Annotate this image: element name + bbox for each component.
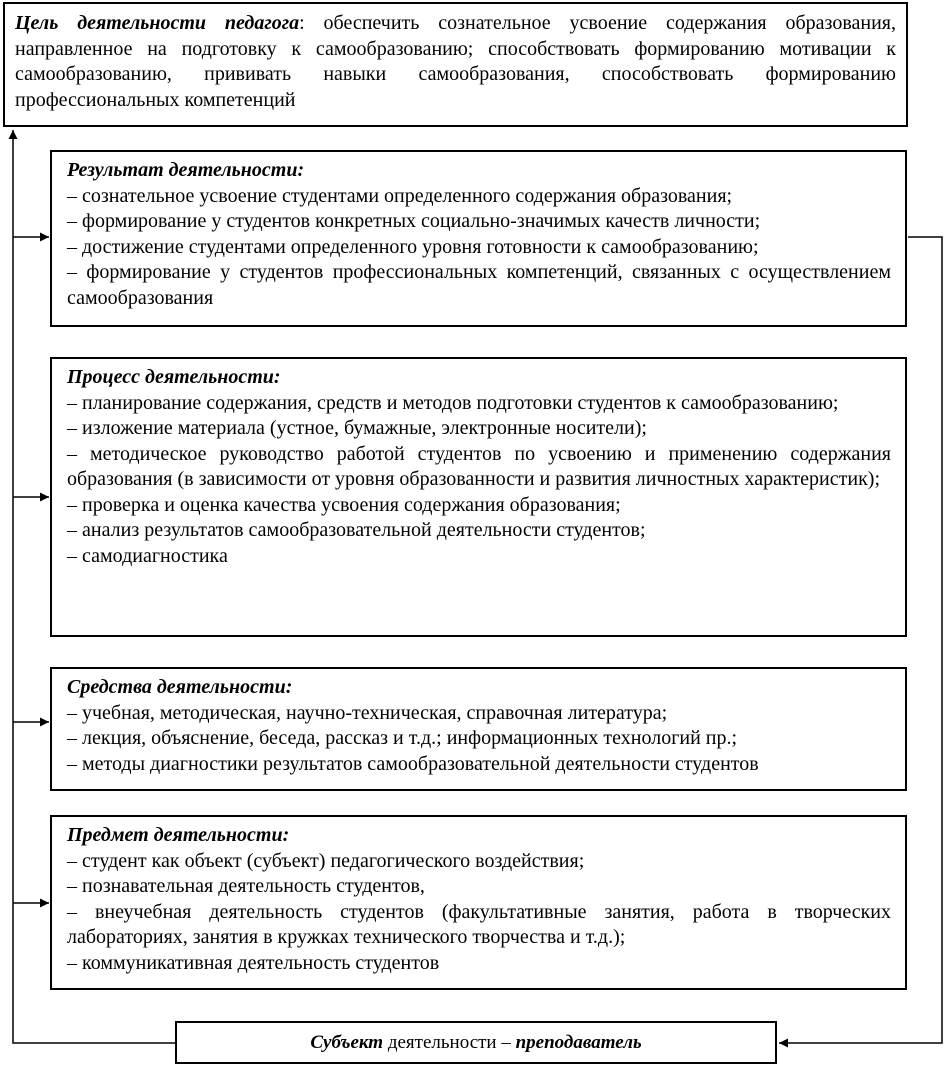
- list-item: – формирование у студентов профессиональных компетенций, связанных с осуществлением самообразования: [67, 261, 891, 309]
- list-item: – познавательная деятельность студентов,: [67, 875, 425, 897]
- list-item: – методы диагностики результатов самообразовательной деятельности студентов: [67, 752, 759, 775]
- list-item: – самодиагностика: [67, 544, 228, 567]
- goal-box: [3, 2, 908, 127]
- list-item: – проверка и оценка качества усвоения содержания образования;: [67, 493, 621, 516]
- list-item: – студент как объект (субъект) педагогического воздействия;: [67, 849, 585, 872]
- list-item: – анализ результатов самообразовательной деятельности студентов;: [67, 519, 646, 541]
- list-item: – планирование содержания, средств и методов подготовки студентов к самообразованию;: [67, 391, 839, 414]
- subject-matter-title: Предмет деятельности:: [67, 824, 290, 846]
- actor-middle: деятельности –: [383, 1032, 516, 1053]
- subject-matter-box: [50, 815, 907, 990]
- goal-label: Цель деятельности педагога: [15, 12, 300, 34]
- list-item: – внеучебная деятельность студентов (факультативные занятия, работа в творческих лабораториях, занятия в кружках технического творчества и т.д.);: [67, 900, 891, 948]
- result-title: Результат деятельности:: [67, 159, 305, 181]
- process-box: [50, 357, 907, 637]
- process-title: Процесс деятельности:: [67, 366, 281, 388]
- list-item: – формирование у студентов конкретных социально-значимых качеств личности;: [67, 210, 761, 232]
- goal-text: : обеспечить сознательное усвоение содержания образования, направленное на подготовку к самообразованию; способствовать формированию мотивации к самообразованию, прививать навыки самообразования, способствовать формированию профессиональных компетенций: [15, 12, 896, 111]
- actor-label: Субъект: [310, 1032, 384, 1053]
- result-box: [50, 150, 907, 327]
- means-box: [50, 667, 907, 791]
- actor-role: преподаватель: [515, 1032, 642, 1053]
- actor-box: [175, 1021, 777, 1064]
- list-item: – достижение студентами определенного уровня готовности к самообразованию;: [67, 235, 759, 258]
- list-item: – изложение материала (устное, бумажные, электронные носители);: [67, 417, 647, 439]
- list-item: – учебная, методическая, научно-техническая, справочная литература;: [67, 701, 668, 724]
- means-title: Средства деятельности:: [67, 676, 293, 698]
- list-item: – коммуникативная деятельность студентов: [67, 951, 440, 974]
- list-item: – сознательное усвоение студентами определенного содержания образования;: [67, 184, 733, 207]
- list-item: – методическое руководство работой студентов по усвоению и применению содержания образования (в зависимости от уровня образованности и развития личностных характеристик);: [67, 442, 891, 490]
- list-item: – лекция, объяснение, беседа, рассказ и т.д.; информационных технологий пр.;: [67, 727, 738, 749]
